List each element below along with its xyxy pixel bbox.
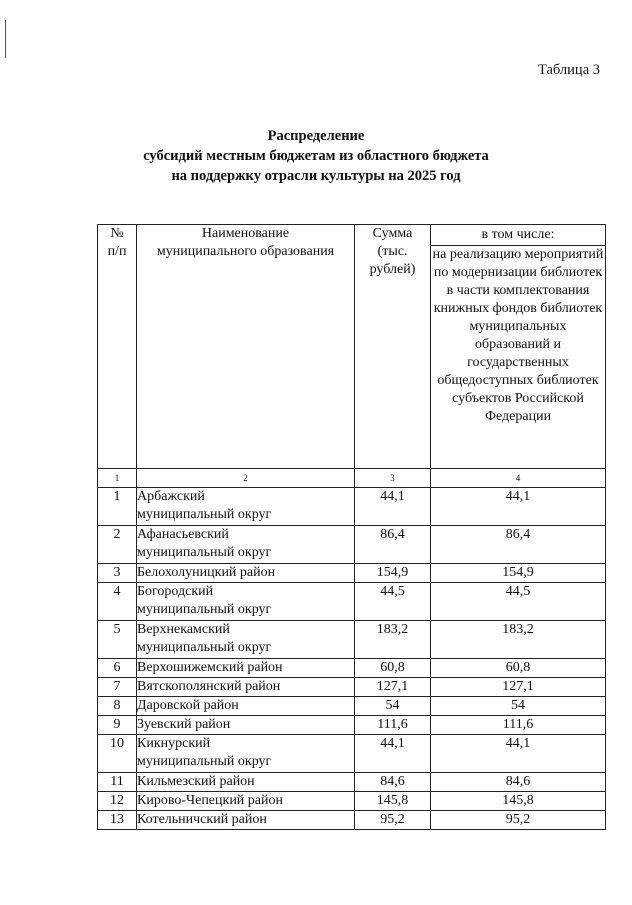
municipality-name-line: Зуевский район	[137, 717, 231, 732]
header-number: № п/п	[98, 225, 137, 469]
table-row	[98, 583, 606, 621]
municipality-name	[137, 697, 355, 716]
row-number: 2	[98, 526, 137, 564]
municipality-name-line: Афанасьевский	[137, 527, 229, 542]
column-index: 2	[137, 469, 355, 488]
municipality-name	[137, 811, 355, 830]
table-row	[98, 564, 606, 583]
title-line-2: субсидий местным бюджетам из областного бюджета	[143, 148, 489, 164]
table-row	[98, 621, 606, 659]
subsidy-sum: 145,8	[355, 792, 431, 811]
table-number-label: Таблица 3	[537, 62, 600, 78]
table-row	[98, 526, 606, 564]
row-number: 11	[98, 773, 137, 792]
municipality-name-line: муниципальный округ	[137, 640, 272, 655]
table-row	[98, 659, 606, 678]
municipality-name-line: муниципальный округ	[137, 602, 272, 617]
row-number: 6	[98, 659, 137, 678]
table-row	[98, 678, 606, 697]
header-library-modernization: на реализацию мероприятий по модернизации библиотек в части комплектования книжных фондов библиотек муниципальных образований и государственных общедоступных библиотек субъектов Российской Федерации	[431, 246, 606, 469]
subsidy-sum: 60,8	[355, 659, 431, 678]
municipality-name-line: Котельничский район	[137, 812, 267, 827]
library-modernization-sum: 86,4	[431, 526, 606, 564]
row-number: 5	[98, 621, 137, 659]
municipality-name	[137, 716, 355, 735]
row-number: 7	[98, 678, 137, 697]
library-modernization-sum: 44,1	[431, 735, 606, 773]
municipality-name-line: Белохолуницкий район	[137, 565, 276, 580]
row-number: 8	[98, 697, 137, 716]
subsidy-sum: 84,6	[355, 773, 431, 792]
municipality-name	[137, 526, 355, 564]
library-modernization-sum: 95,2	[431, 811, 606, 830]
subsidy-distribution-table	[97, 224, 606, 830]
library-modernization-sum: 145,8	[431, 792, 606, 811]
row-number: 13	[98, 811, 137, 830]
margin-mark	[5, 20, 6, 58]
library-modernization-sum: 111,6	[431, 716, 606, 735]
municipality-name	[137, 564, 355, 583]
municipality-name	[137, 488, 355, 526]
library-modernization-sum: 60,8	[431, 659, 606, 678]
library-modernization-sum: 44,1	[431, 488, 606, 526]
library-modernization-sum: 44,5	[431, 583, 606, 621]
table-row	[98, 697, 606, 716]
municipality-name-line: муниципальный округ	[137, 545, 272, 560]
row-number: 4	[98, 583, 137, 621]
title-line-1: Распределение	[267, 128, 365, 144]
municipality-name-line: Верхошижемский район	[137, 660, 283, 675]
subsidy-sum: 95,2	[355, 811, 431, 830]
subsidy-sum: 154,9	[355, 564, 431, 583]
subsidy-sum: 86,4	[355, 526, 431, 564]
library-modernization-sum: 84,6	[431, 773, 606, 792]
header-sum: Сумма (тыс. рублей)	[355, 225, 431, 469]
subsidy-sum: 183,2	[355, 621, 431, 659]
column-index: 3	[355, 469, 431, 488]
subsidy-sum: 44,5	[355, 583, 431, 621]
municipality-name	[137, 621, 355, 659]
table-row	[98, 488, 606, 526]
municipality-name-line: Кильмезский район	[137, 774, 255, 789]
table-body	[98, 488, 606, 830]
library-modernization-sum: 127,1	[431, 678, 606, 697]
municipality-name-line: Богородский	[137, 584, 214, 599]
municipality-name	[137, 583, 355, 621]
municipality-name-line: муниципальный округ	[137, 754, 272, 769]
municipality-name-line: Верхнекамский	[137, 622, 230, 637]
municipality-name	[137, 659, 355, 678]
table-row	[98, 773, 606, 792]
municipality-name-line: Кирово-Чепецкий район	[137, 793, 284, 808]
municipality-name	[137, 792, 355, 811]
municipality-name	[137, 773, 355, 792]
municipality-name-line: Вятскополянский район	[137, 679, 281, 694]
title-line-3: на поддержку отрасли культуры на 2025 год	[171, 168, 461, 184]
row-number: 3	[98, 564, 137, 583]
library-modernization-sum: 183,2	[431, 621, 606, 659]
library-modernization-sum: 54	[431, 697, 606, 716]
subsidy-sum: 44,1	[355, 735, 431, 773]
subsidy-sum: 44,1	[355, 488, 431, 526]
subsidy-sum: 127,1	[355, 678, 431, 697]
subsidy-sum: 111,6	[355, 716, 431, 735]
row-number: 9	[98, 716, 137, 735]
row-number: 1	[98, 488, 137, 526]
column-index: 4	[431, 469, 606, 488]
table-row	[98, 716, 606, 735]
municipality-name	[137, 678, 355, 697]
row-number: 10	[98, 735, 137, 773]
table-row	[98, 811, 606, 830]
municipality-name-line: муниципальный округ	[137, 507, 272, 522]
header-municipality-name: Наименование муниципального образования	[137, 225, 355, 469]
row-number: 12	[98, 792, 137, 811]
header-including: в том числе:	[431, 225, 606, 246]
column-index-row	[98, 469, 606, 488]
table-row	[98, 735, 606, 773]
document-title	[0, 126, 632, 186]
library-modernization-sum: 154,9	[431, 564, 606, 583]
municipality-name-line: Арбажский	[137, 489, 205, 504]
municipality-name	[137, 735, 355, 773]
table-row	[98, 792, 606, 811]
municipality-name-line: Даровской район	[137, 698, 239, 713]
subsidy-sum: 54	[355, 697, 431, 716]
municipality-name-line: Кикнурский	[137, 736, 211, 751]
column-index: 1	[98, 469, 137, 488]
